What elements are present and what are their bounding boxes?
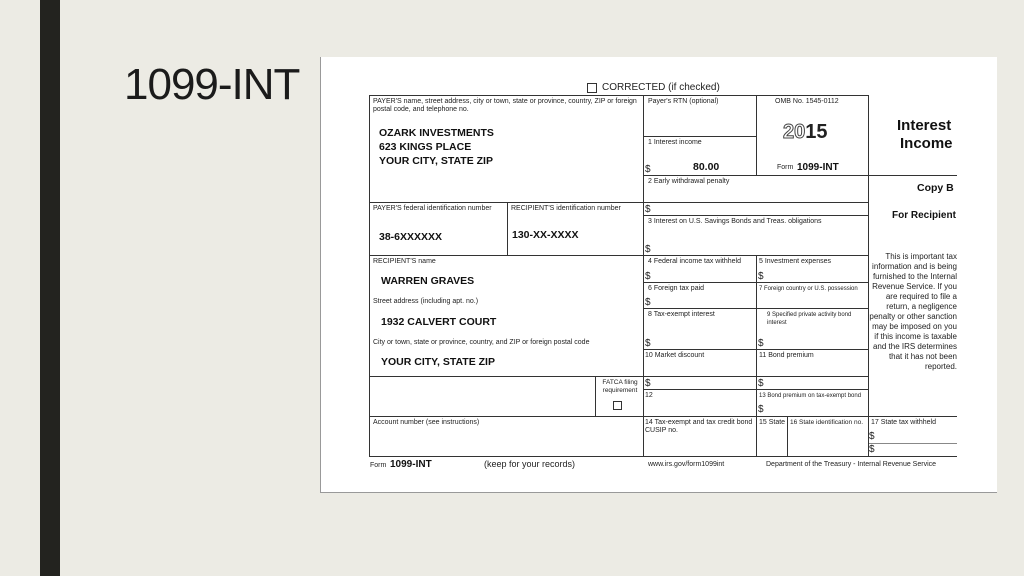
recipient-city: YOUR CITY, STATE ZIP	[381, 356, 495, 368]
box3-label: 3 Interest on U.S. Savings Bonds and Treas. obligations	[648, 218, 822, 225]
payer-tin: 38-6XXXXXX	[379, 231, 443, 243]
box2-dollar: $	[645, 204, 651, 215]
box9-label: 9 Specified private activity bond interest	[767, 312, 852, 326]
line-col-divider	[643, 95, 644, 456]
recipient-name-label: RECIPIENT'S name	[373, 258, 436, 265]
rtn-label: Payer's RTN (optional)	[648, 98, 719, 105]
box1-dollar: $	[645, 164, 651, 175]
payer-block-label: PAYER'S name, street address, city or town, state or province, country, ZIP or foreign postal code, and telephone no.	[373, 98, 637, 113]
box17-dollar-2: $	[869, 444, 875, 455]
box9-dollar: $	[758, 338, 764, 349]
footer-form-word: Form	[370, 462, 387, 469]
fatca-label: FATCA filing requirement	[602, 379, 638, 394]
form-name-header: 1099-INT	[797, 162, 839, 173]
form-bottom-border	[369, 456, 957, 457]
box5-dollar: $	[758, 271, 764, 282]
line-copyb-top	[868, 175, 957, 176]
payer-city: YOUR CITY, STATE ZIP	[379, 155, 493, 167]
recipient-tin-label: RECIPIENT'S identification number	[511, 205, 621, 212]
recipient-tin: 130-XX-XXXX	[512, 229, 579, 241]
box13-label: 13 Bond premium on tax-exempt bond	[759, 393, 862, 399]
copy-b: Copy B	[917, 182, 954, 194]
slide-title: 1099-INT	[124, 60, 300, 109]
footer-url: www.irs.gov/form1099int	[648, 461, 725, 468]
box12-label: 12	[645, 392, 653, 399]
recipient-street: 1932 CALVERT COURT	[381, 316, 497, 328]
box7-label: 7 Foreign country or U.S. possession	[759, 286, 858, 292]
box13-dollar: $	[758, 404, 764, 415]
important-notice: This is important tax information and is being furnished to the Internal Revenue Service. If you are required to file a return, a negligence penalty or other sanction may be imposed on you if this income is taxable and the IRS determines that it has not been reported.	[869, 252, 957, 371]
title-interest: Interest	[897, 117, 952, 134]
corrected-label: CORRECTED (if checked)	[602, 82, 720, 93]
tax-year: 2015	[783, 121, 828, 143]
line-box5-divider	[756, 255, 757, 416]
box11-label: 11 Bond premium	[759, 352, 814, 359]
box15-label: 15 State	[759, 419, 786, 426]
box10-dollar: $	[645, 378, 651, 389]
corrected-checkbox[interactable]	[587, 83, 597, 93]
account-label: Account number (see instructions)	[373, 419, 480, 426]
box11-dollar: $	[758, 378, 764, 389]
box10-label: 10 Market discount	[645, 352, 705, 359]
form-1099-int-image	[320, 57, 997, 493]
city-label: City or town, state or province, country, and ZIP or foreign postal code	[373, 339, 590, 346]
box4-dollar: $	[645, 271, 651, 282]
line-rtn-bottom	[643, 136, 756, 137]
footer-keep: (keep for your records)	[484, 459, 576, 469]
for-recipient: For Recipient	[892, 210, 956, 221]
line-payer-bottom	[369, 202, 868, 203]
box8-dollar: $	[645, 338, 651, 349]
payer-street: 623 KINGS PLACE	[379, 141, 472, 153]
form-top-border	[369, 95, 868, 96]
box3-dollar: $	[645, 244, 651, 255]
line-tin-divider	[507, 202, 508, 255]
box14-label: 14 Tax-exempt and tax credit bond CUSIP no.	[645, 419, 753, 434]
footer-dept: Department of the Treasury - Internal Revenue Service	[766, 461, 937, 468]
box4-label: 4 Federal income tax withheld	[648, 258, 741, 265]
payer-tin-label: PAYER'S federal identification number	[373, 205, 492, 212]
box2-label: 2 Early withdrawal penalty	[648, 178, 730, 185]
line-state-mid	[868, 443, 957, 444]
slide-accent-bar	[40, 0, 60, 576]
footer-form-name: 1099-INT	[390, 459, 432, 470]
box17-label: 17 State tax withheld	[871, 419, 936, 426]
box5-label: 5 Investment expenses	[759, 258, 831, 265]
box8-label: 8 Tax-exempt interest	[648, 311, 715, 318]
line-fatca-divider	[595, 376, 596, 416]
payer-name: OZARK INVESTMENTS	[379, 127, 494, 139]
line-box15-divider	[756, 416, 757, 456]
box6-dollar: $	[645, 297, 651, 308]
fatca-checkbox[interactable]	[613, 401, 622, 410]
box17-dollar-1: $	[869, 431, 875, 442]
form-word: Form	[777, 164, 794, 171]
line-city-bottom	[369, 376, 868, 377]
title-income: Income	[900, 135, 953, 152]
box1-value: 80.00	[693, 161, 720, 173]
omb-number: OMB No. 1545-0112	[775, 98, 839, 105]
box16-label: 16 State identification no.	[790, 419, 863, 426]
line-omb-divider	[756, 95, 757, 176]
line-box16-divider	[787, 416, 788, 456]
box6-label: 6 Foreign tax paid	[648, 285, 705, 292]
line-tin-bottom	[369, 255, 868, 256]
box1-label: 1 Interest income	[648, 139, 702, 146]
street-label: Street address (including apt. no.)	[373, 298, 479, 305]
form-left-border	[369, 95, 370, 456]
recipient-name: WARREN GRAVES	[381, 275, 475, 287]
line-box2-bottom	[643, 215, 868, 216]
